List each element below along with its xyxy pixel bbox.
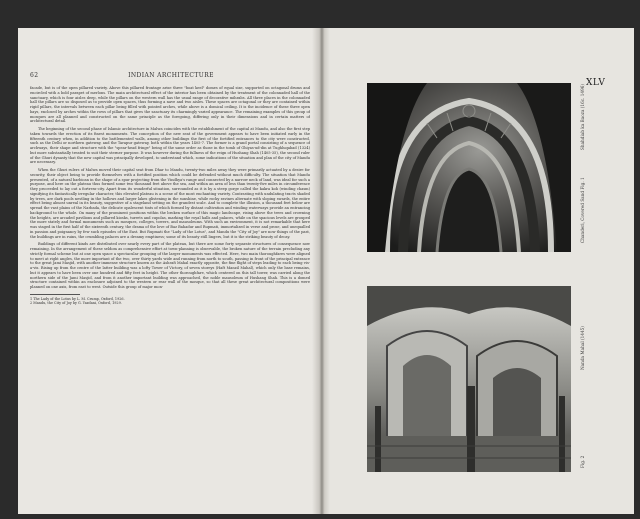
page-number: 62 <box>30 72 39 79</box>
photo-ruined-hall <box>367 286 571 472</box>
paragraph: The beginning of the second phase of Islamic architecture in Malwa coincides with the establishment of the capital at Mandu, and also the first step taken towards the erection of its finest monuments. The conception of the new seat of the government appears to have been initiated early in the fifteenth century when, in addition to the battlemented walls, among other buildings the first of the fortified entrances to the city were constructed, such as the Delhi or northern gateway, and the Tarapur gateway, both within the years 1405-7. The former is a grand portal consisting of a sequence of archways, their shape and structure with the "spear-head fringe" being of the same order as those in the tomb of Ghiyas-ud-din at Tughluqabad (1324) but more substantially treated to suit their sterner purpose. It was however during the fullness of the reign of Hushang Shah (1405-35), the second ruler of the Ghuri dynasty that the new capital was principally developed, to understand which, some indications of the situation and plan of the city of Mandu are necessary. <box>30 127 310 165</box>
footnote-rule <box>30 294 80 295</box>
footnote: 2 Mandu, the City of Joy by G. Yazdani, Oxford, 1929. <box>30 301 122 306</box>
photo-caption: Fig. 2 <box>580 455 585 468</box>
paragraph: Buildings of different kinds are distributed over nearly every part of the plateau, but there are some forty separate structures of consequence now remaining. In the arrangement of these seldom as comprehensive effort at town-planning is observable, the broken nature of the terrain precluding any strictly formal scheme but at one open space a spectacular grouping of the larger monuments was effected. Here, two main thoroughfares were aligned to meet at right angles, the more important of the two, over thirty yards wide and running from north to south, passing in front of the principal entrance to the great Jami Masjid, with another immense structure known as the Ashrafi Mahal exactly opposite, the fine flight of steps leading to each being vis-a-vis. Rising up from the centre of the latter building was a lofty Tower of Victory, of seven storeys (Haft Manzil Mahal), which only the base remains, but it appears to have been over one hundred and fifty feet in height. The other thoroughfare, which centered on this tall tower, was carried along the northern side of the Jami Masjid, and from it another important building was approached, the noble mausoleum of Hushang Shah. This is a domed structure contained within an enclosure adjoined to the western or rear wall of the mosque, so that all these great architectural compositions were planned on one axis, from east to west. Outside this group of major mon- <box>30 242 310 289</box>
paragraph: facade, but is of the open pillared variety. Above this pillared frontage arise three "boat keel" domes of equal size, supported on octagonal drums and encircled with a bold parapet of merlons. The main architectural effect of the interior has been obtained by the treatment of the colonnaded hall of the sanctuary, which is four aisles deep, while the pillars on the western wall has the usual range of decorative mihrabs. All three places in the colonnaded hall the pillars are so disposed as to provide open spaces, thus forming a nave and two aisles. These spaces are octagonal or they are contained within rigid pillars, the intervals between each pillar being filled with pointed arches, while above is a domical ceiling. It is the incidence of these three open bays, enclosed by arches within the rows of pillars that gives the sanctuary its charmingly varied appearance. The remaining examples of this group of mosques are all planned and constructed on the same principle as the foregoing, differing only in their dimensions and in certain matters of architectural detail. <box>30 86 310 124</box>
running-head: INDIAN ARCHITECTURE <box>128 72 214 79</box>
photo-arch-interior <box>367 83 571 252</box>
body-text <box>30 86 310 486</box>
photo-caption: Chanderi, Covered Sand Fig. 1 <box>580 177 585 243</box>
footnote: 1 The Lady of the Lotus by L. M. Crump, Oxford, 1926. <box>30 296 125 301</box>
plate-number: XLV <box>586 78 606 88</box>
paragraph: When the Ghuri rulers of Malwa moved their capital seat from Dhar to Mandu, twenty-two miles away they were primarily actuated by a desire for security, their object being to provide themselves with a fortified position which could be defended without much difficulty. The situation that Mandu presented, of a natural barbican in the shape of a spur projecting from the Vindhya's range and connected by a narrow neck of land, was ideal for such a purpose, and here on the plateau thus formed some two thousand feet above the sea, and within an area of less than twenty-five miles in circumference they proceeded to lay out a fortress-city. Apart from its wonderful situation, surrounded as it is by a steep gorge called the kakra koh (winding chasm) signifying its fantastically irregular character, this elevated plateau is a scene of the most enchanting variety. Contrasting with undulating tracts shaded by trees, are dark pools nestling in the hollows and larger lakes glistening in the sunshine, while rocky ravines alternate with sloping swards, the entire effect being almost unreal in its beauty, suggestive of a stageland setting on the grandest scale. And to complete the illusion, a thousand feet below are spread the vast plains of the Narbada, the delicate opalescent tints of which formed by distant cultivation and winding waterways provide an entrancing background to the whole. On many of the prominent positions within the broken surface of this magic landscape, rising above the trees and crowning the heights, are arcaded pavilions and pillared kiosks, turrets and cupolas, marking the royal halls and palaces, while on the spacious levels are grouped the more stately and formal monuments such as mosques, colleges, towers, and mausoleums. With such an environment, it is not remarkable that here was staged in the first half of the sixteenth century, the drama of the love of Baz Bahadur and Rupmati, immortalized in verse and prose, and unequalled in passion and poignancy by few such episodes of the East. But Rupmati the "Lady of the Lotus", and Mandu the "City of Joy" are now things of the past, the buildings are in ruins, the crumbling palaces are a dreamy emptiness; some of its beauty still lingers, but it is the striking beauty of decay. <box>30 168 310 239</box>
book-gutter <box>312 28 330 514</box>
left-page <box>18 28 320 514</box>
photo-caption: Nanda Mahal (1445) <box>580 326 585 370</box>
photo-caption: Shahdiab ka Baoza (16c. 1496) <box>580 83 585 150</box>
